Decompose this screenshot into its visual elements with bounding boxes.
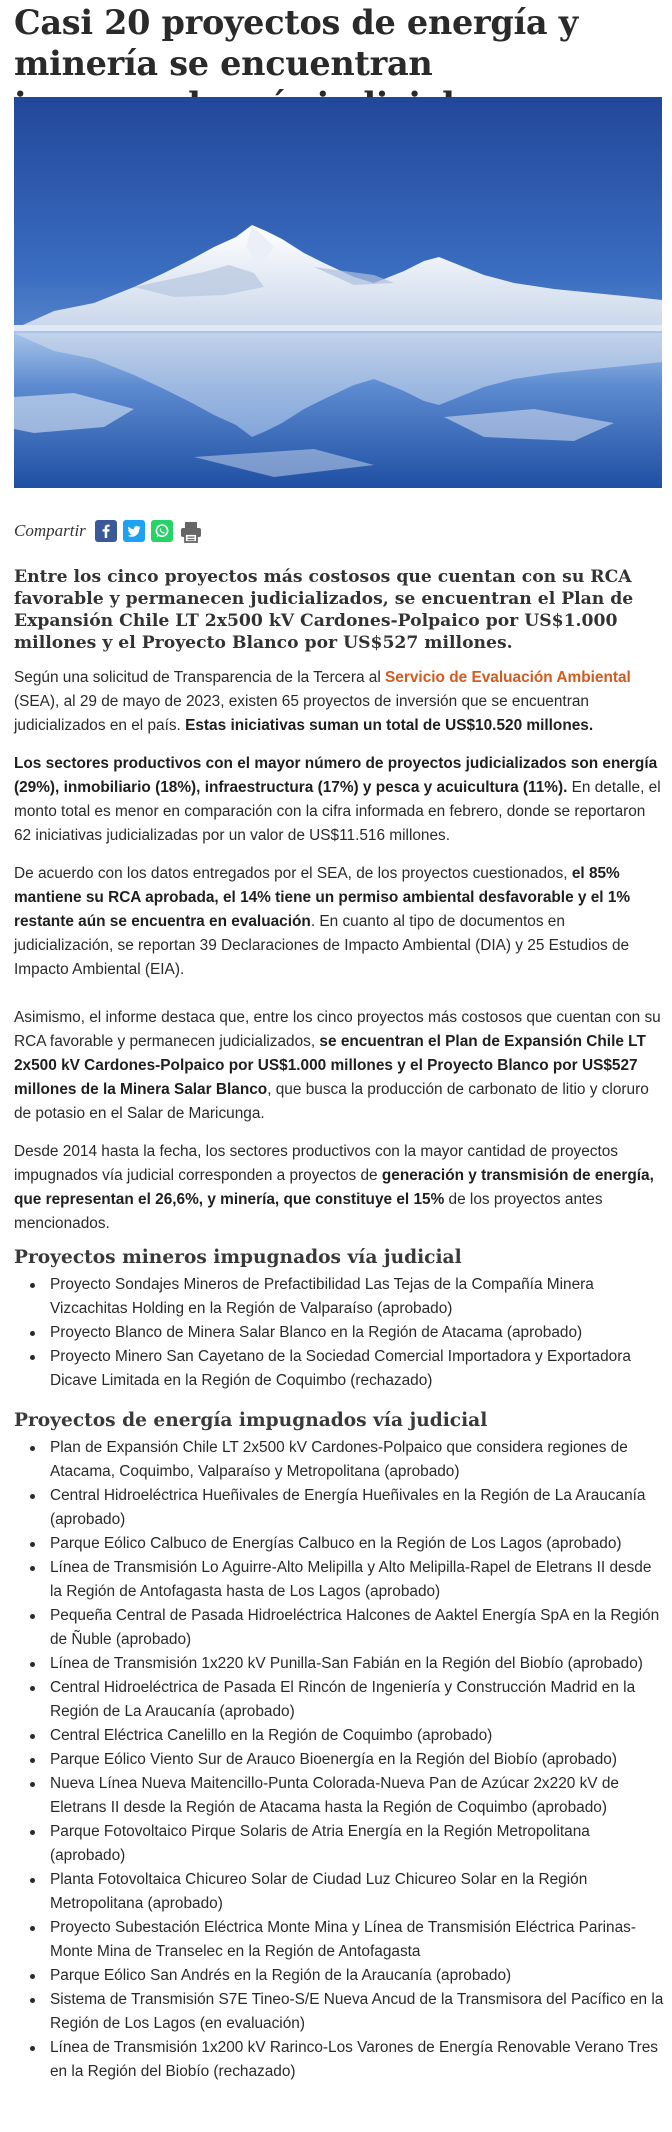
sea-link[interactable]: Servicio de Evaluación Ambiental: [385, 669, 631, 686]
list-item: Plan de Expansión Chile LT 2x500 kV Cardones-Polpaico que considera regiones de Atacama, Coquimbo, Valparaíso y Metropolitana (aprobado): [50, 1436, 664, 1484]
list-item: Línea de Transmisión Lo Aguirre-Alto Melipilla y Alto Melipilla-Rapel de Eletrans II desde la Región de Antofagasta hasta de Los Lagos (aprobado): [50, 1556, 664, 1604]
article-title: Casi 20 proyectos de energía y minería se encuentran: [14, 3, 578, 83]
share-label: Compartir: [14, 521, 86, 540]
print-icon[interactable]: [179, 520, 201, 542]
hero-image: [14, 97, 662, 488]
list-item: Proyecto Sondajes Mineros de Prefactibilidad Las Tejas de la Compañía Minera Vizcachitas Holding en la Región de Valparaíso (aprobado): [50, 1273, 664, 1321]
list-item: Proyecto Subestación Eléctrica Monte Mina y Línea de Transmisión Eléctrica Parinas-Monte Mina de Transelec en la Región de Antofagasta: [50, 1916, 664, 1964]
twitter-icon[interactable]: [123, 520, 145, 542]
share-bar: [14, 517, 207, 545]
facebook-icon[interactable]: [95, 520, 117, 542]
energy-list: [14, 1436, 664, 2084]
list-item: Nueva Línea Nueva Maitencillo-Punta Colorada-Nueva Pan de Azúcar 2x220 kV de Eletrans II desde la Región de Atacama hasta la Región de Coquimbo (aprobado): [50, 1772, 664, 1820]
whatsapp-icon[interactable]: [151, 520, 173, 542]
list-item: Central Hidroeléctrica de Pasada El Rincón de Ingeniería y Construcción Madrid en la Región de La Araucanía (aprobado): [50, 1676, 664, 1724]
list-item: Planta Fotovoltaica Chicureo Solar de Ciudad Luz Chicureo Solar en la Región Metropolitana (aprobado): [50, 1868, 664, 1916]
mining-list: [14, 1273, 664, 1393]
list-item: Sistema de Transmisión S7E Tineo-S/E Nueva Ancud de la Transmisora del Pacífico en la Región de Los Lagos (en evaluación): [50, 1988, 664, 2036]
paragraph-4: Asimismo, el informe destaca que, entre los cinco proyectos más costosos que cuentan con su RCA favorable y permanecen judicializados, se encuentran el Plan de Expansión Chile LT 2x500 kV Cardones-Polpaico por US$1.000 millones y el Proyecto Blanco por US$527 millones de la Minera Salar Blanco, que busca la producción de carbonato de litio y cloruro de potasio en el Salar de Maricunga.: [14, 1009, 661, 1122]
list-item: Central Eléctrica Canelillo en la Región de Coquimbo (aprobado): [50, 1724, 664, 1748]
paragraph-3: De acuerdo con los datos entregados por el SEA, de los proyectos cuestionados, el 85% mantiene su RCA aprobada, el 14% tiene un permiso ambiental desfavorable y el 1% restante aún se encuentra en evaluación. En cuanto al tipo de documentos en judicialización, se reportan 39 Declaraciones de Impacto Ambiental (DIA) y 25 Estudios de Impacto Ambiental (EIA).: [14, 865, 631, 978]
article-lead: Entre los cinco proyectos más costosos que cuentan con su RCA favorable y permanecen judicializados, se encuentran el Plan de Expansión Chile LT 2x500 kV Cardones-Polpaico por US$1.000 millones y el Proyecto Blanco por US$527 millones.: [14, 567, 634, 653]
paragraph-5: Desde 2014 hasta la fecha, los sectores productivos con la mayor cantidad de proyectos impugnados vía judicial corresponden a proyectos de generación y transmisión de energía, que representan el 26,6%, y minería, que constituye el 15% de los proyectos antes mencionados.: [14, 1143, 654, 1232]
list-item: Proyecto Blanco de Minera Salar Blanco en la Región de Atacama (aprobado): [50, 1321, 664, 1345]
mining-heading: Proyectos mineros impugnados vía judicial: [14, 1247, 462, 1268]
list-item: Parque Eólico Calbuco de Energías Calbuco en la Región de Los Lagos (aprobado): [50, 1532, 664, 1556]
list-item: Proyecto Minero San Cayetano de la Sociedad Comercial Importadora y Exportadora Dicave Limitada en la Región de Coquimbo (rechazado): [50, 1345, 664, 1393]
paragraph-1: Según una solicitud de Transparencia de la Tercera al Servicio de Evaluación Ambiental (SEA), al 29 de mayo de 2023, existen 65 proyectos de inversión que se encuentran judicializados en el país. Estas iniciativas suman un total de US$10.520 millones.: [14, 669, 631, 734]
list-item: Línea de Transmisión 1x220 kV Punilla-San Fabián en la Región del Biobío (aprobado): [50, 1652, 664, 1676]
list-item: Parque Eólico San Andrés en la Región de la Araucanía (aprobado): [50, 1964, 664, 1988]
list-item: Línea de Transmisión 1x200 kV Rarinco-Los Varones de Energía Renovable Verano Tres en la Región del Biobío (rechazado): [50, 2036, 664, 2084]
list-item: Parque Fotovoltaico Pirque Solaris de Atria Energía en la Región Metropolitana (aprobado): [50, 1820, 664, 1868]
energy-heading: Proyectos de energía impugnados vía judicial: [14, 1410, 488, 1431]
paragraph-2: Los sectores productivos con el mayor número de proyectos judicializados son energía (29%), inmobiliario (18%), infraestructura (17%) y pesca y acuicultura (11%). En detalle, el monto total es menor en comparación con la cifra informada en febrero, donde se reportaron 62 iniciativas judicializadas por un valor de US$11.516 millones.: [14, 755, 661, 844]
list-item: Central Hidroeléctrica Hueñivales de Energía Hueñivales en la Región de La Araucanía (aprobado): [50, 1484, 664, 1532]
list-item: Pequeña Central de Pasada Hidroeléctrica Halcones de Aaktel Energía SpA en la Región de Ñuble (aprobado): [50, 1604, 664, 1652]
list-item: Parque Eólico Viento Sur de Arauco Bioenergía en la Región del Biobío (aprobado): [50, 1748, 664, 1772]
